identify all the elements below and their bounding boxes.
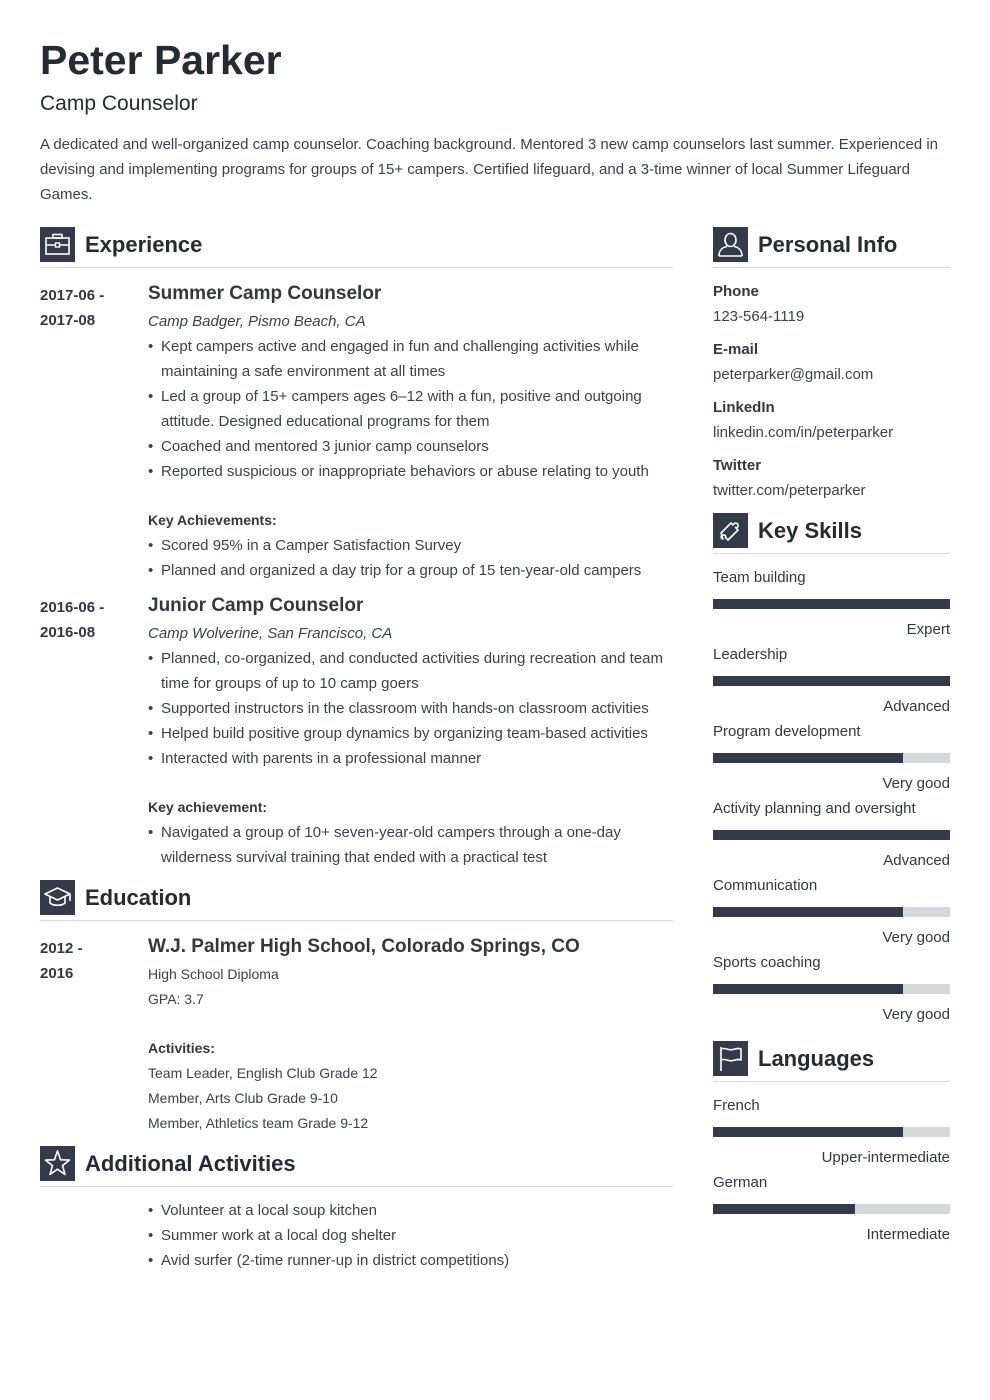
language-item bbox=[713, 1170, 950, 1247]
gpa: GPA: 3.7 bbox=[148, 991, 204, 1007]
languages-heading: Languages bbox=[758, 1046, 875, 1071]
profile-summary: A dedicated and well-organized camp counselor. Coaching background. Mentored 3 new camp counselors last summer. Experienced in devising and implementing programs for groups of 15+ campers. Certified lifeguard, and a 3-time winner of local Summer Lifeguard Games. bbox=[40, 136, 939, 203]
list-item: • Helped build positive group dynamics by organizing team-based activities bbox=[148, 721, 673, 746]
list-item: • Coached and mentored 3 junior camp counselors bbox=[148, 434, 673, 459]
date-end: 2016-08 bbox=[40, 624, 96, 641]
personal-info-heading: Personal Info bbox=[758, 232, 898, 257]
responsibility-list bbox=[148, 646, 673, 771]
candidate-name: Peter Parker bbox=[40, 37, 282, 83]
personal-info-section-header bbox=[713, 227, 950, 268]
language-level: Upper-intermediate bbox=[821, 1149, 950, 1166]
skill-level: Advanced bbox=[883, 698, 950, 715]
skill-item bbox=[713, 950, 950, 1027]
graduation-cap-icon bbox=[40, 880, 75, 915]
skill-bar-fill bbox=[713, 907, 903, 917]
skill-name: Leadership bbox=[713, 646, 788, 663]
skill-level: Very good bbox=[882, 929, 950, 946]
flag-icon bbox=[713, 1041, 748, 1076]
job-position-title: Summer Camp Counselor bbox=[148, 283, 382, 304]
entry-date bbox=[40, 595, 140, 645]
job-title: Camp Counselor bbox=[40, 92, 198, 115]
skill-name: Sports coaching bbox=[713, 954, 821, 971]
additional-activities-heading: Additional Activities bbox=[85, 1151, 296, 1176]
language-level: Intermediate bbox=[866, 1226, 950, 1243]
star-icon bbox=[40, 1146, 75, 1181]
linkedin-value: linkedin.com/in/peterparker bbox=[713, 424, 894, 441]
additional-activities-entry bbox=[40, 1198, 673, 1273]
activity-item: Member, Athletics team Grade 9-12 bbox=[148, 1115, 369, 1131]
list-item: • Supported instructors in the classroom with hands-on classroom activities bbox=[148, 696, 673, 721]
list-item: • Navigated a group of 10+ seven-year-old campers through a one-day wilderness survival training that ended with a practical test bbox=[148, 820, 673, 870]
skill-level: Very good bbox=[882, 775, 950, 792]
user-icon bbox=[713, 227, 748, 262]
skill-level: Advanced bbox=[883, 852, 950, 869]
email-value: peterparker@gmail.com bbox=[713, 366, 874, 383]
skill-bar bbox=[713, 907, 950, 917]
school-name: W.J. Palmer High School, Colorado Springs, CO bbox=[148, 936, 580, 957]
skill-bar bbox=[713, 984, 950, 994]
skill-name: Program development bbox=[713, 723, 861, 740]
language-item bbox=[713, 1093, 950, 1170]
date-end: 2016 bbox=[40, 965, 74, 982]
list-item: • Planned and organized a day trip for a group of 15 ten-year-old campers bbox=[148, 558, 673, 583]
phone-label: Phone bbox=[713, 283, 759, 300]
experience-entry bbox=[40, 281, 673, 583]
language-name: French bbox=[713, 1097, 760, 1114]
list-item: • Interacted with parents in a professional manner bbox=[148, 746, 673, 771]
twitter-value: twitter.com/peterparker bbox=[713, 482, 866, 499]
languages-section-header bbox=[713, 1041, 950, 1082]
education-heading: Education bbox=[85, 885, 192, 910]
puzzle-piece-icon bbox=[713, 513, 748, 548]
achievement-list bbox=[148, 820, 673, 870]
list-item: • Reported suspicious or inappropriate behaviors or abuse relating to youth bbox=[148, 459, 673, 484]
list-item: • Scored 95% in a Camper Satisfaction Survey bbox=[148, 533, 673, 558]
skills-list bbox=[713, 565, 950, 1027]
main-column bbox=[40, 227, 673, 1273]
education-entry bbox=[40, 934, 673, 1136]
skill-bar-fill bbox=[713, 676, 950, 686]
skill-item bbox=[713, 796, 950, 873]
key-skills-section-header bbox=[713, 513, 950, 554]
additional-activities-section-header bbox=[40, 1146, 673, 1187]
twitter-label: Twitter bbox=[713, 457, 762, 474]
achievement-list bbox=[148, 533, 673, 583]
phone-value: 123-564-1119 bbox=[713, 308, 805, 325]
list-item: • Avid surfer (2-time runner-up in district competitions) bbox=[148, 1248, 673, 1273]
skill-name: Activity planning and oversight bbox=[713, 800, 916, 817]
employer-location: Camp Wolverine, San Francisco, CA bbox=[148, 625, 393, 642]
employer-location: Camp Badger, Pismo Beach, CA bbox=[148, 313, 366, 330]
activities-label: Activities: bbox=[148, 1040, 215, 1056]
skill-item bbox=[713, 719, 950, 796]
skill-bar bbox=[713, 753, 950, 763]
experience-entry bbox=[40, 593, 673, 870]
skill-bar-fill bbox=[713, 599, 950, 609]
experience-heading: Experience bbox=[85, 232, 203, 257]
personal-info-list bbox=[713, 279, 950, 503]
skill-bar bbox=[713, 676, 950, 686]
language-bar-fill bbox=[713, 1127, 903, 1137]
skill-item bbox=[713, 565, 950, 642]
list-item: • Planned, co-organized, and conducted activities during recreation and team time for groups of up to 10 camp goers bbox=[148, 646, 673, 696]
skill-level: Expert bbox=[906, 621, 950, 638]
skill-level: Very good bbox=[882, 1006, 950, 1023]
list-item: • Volunteer at a local soup kitchen bbox=[148, 1198, 673, 1223]
language-bar-fill bbox=[713, 1204, 855, 1214]
language-bar bbox=[713, 1127, 950, 1137]
list-item: • Summer work at a local dog shelter bbox=[148, 1223, 673, 1248]
responsibility-list bbox=[148, 334, 673, 484]
sidebar-column bbox=[713, 227, 950, 1247]
activity-item: Team Leader, English Club Grade 12 bbox=[148, 1065, 378, 1081]
list-item: • Kept campers active and engaged in fun and challenging activities while maintaining a safe environment at all times bbox=[148, 334, 673, 384]
skill-name: Team building bbox=[713, 569, 806, 586]
achievements-label: Key Achievements: bbox=[148, 512, 277, 528]
activities-list bbox=[148, 1198, 673, 1273]
education-section-header bbox=[40, 880, 673, 921]
date-start: 2012 - bbox=[40, 940, 83, 957]
skill-bar bbox=[713, 830, 950, 840]
linkedin-label: LinkedIn bbox=[713, 399, 775, 416]
skill-name: Communication bbox=[713, 877, 818, 894]
key-skills-heading: Key Skills bbox=[758, 518, 862, 543]
degree: High School Diploma bbox=[148, 966, 279, 982]
skill-item bbox=[713, 873, 950, 950]
date-start: 2017-06 - bbox=[40, 287, 105, 304]
list-item: • Led a group of 15+ campers ages 6–12 with a fun, positive and outgoing attitude. Designed educational programs for them bbox=[148, 384, 673, 434]
language-name: German bbox=[713, 1174, 768, 1191]
language-bar bbox=[713, 1204, 950, 1214]
skill-bar-fill bbox=[713, 830, 950, 840]
skill-bar-fill bbox=[713, 753, 903, 763]
entry-date bbox=[40, 283, 140, 333]
skill-bar-fill bbox=[713, 984, 903, 994]
skill-item bbox=[713, 642, 950, 719]
activity-item: Member, Arts Club Grade 9-10 bbox=[148, 1090, 338, 1106]
email-label: E-mail bbox=[713, 341, 759, 358]
languages-list bbox=[713, 1093, 950, 1247]
date-end: 2017-08 bbox=[40, 312, 96, 329]
skill-bar bbox=[713, 599, 950, 609]
achievements-label: Key achievement: bbox=[148, 799, 268, 815]
date-start: 2016-06 - bbox=[40, 599, 105, 616]
experience-section-header bbox=[40, 227, 673, 268]
job-position-title: Junior Camp Counselor bbox=[148, 595, 364, 616]
entry-date bbox=[40, 936, 140, 986]
briefcase-icon bbox=[40, 227, 75, 262]
